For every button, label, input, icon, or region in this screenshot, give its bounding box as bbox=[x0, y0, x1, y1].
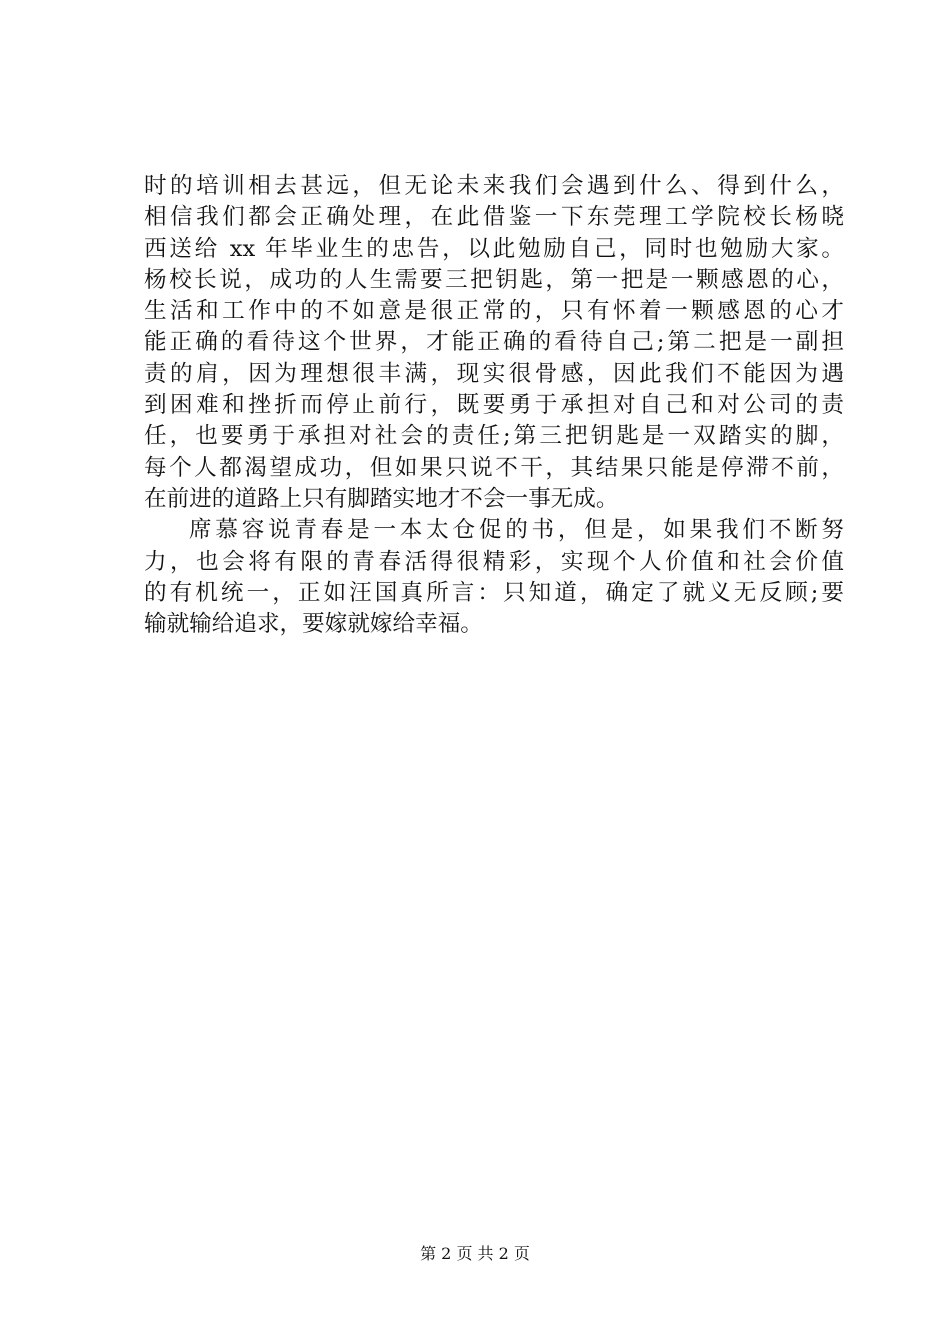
text-line: 席慕容说青春是一本太仓促的书，但是，如果我们不断努 bbox=[189, 517, 844, 544]
text-line: 时的培训相去甚远，但无论未来我们会遇到什么、得到什么， bbox=[144, 173, 844, 199]
text-line: 杨校长说，成功的人生需要三把钥匙，第一把是一颗感恩的心， bbox=[144, 266, 844, 293]
text-line: 西送给 xx 年毕业生的忠告，以此勉励自己，同时也勉励大家。 bbox=[144, 235, 844, 262]
text-line: 生活和工作中的不如意是很正常的，只有怀着一颗感恩的心才 bbox=[144, 298, 844, 325]
text-line: 任，也要勇于承担对社会的责任;第三把钥匙是一双踏实的脚， bbox=[144, 423, 844, 450]
text-line: 输就输给追求，要嫁就嫁给幸福。 bbox=[144, 611, 483, 638]
text-line: 责的肩，因为理想很丰满，现实很骨感，因此我们不能因为遇 bbox=[144, 360, 844, 387]
text-line: 到困难和挫折而停止前行，既要勇于承担对自己和对公司的责 bbox=[144, 392, 844, 419]
text-line: 力，也会将有限的青春活得很精彩，实现个人价值和社会价值 bbox=[144, 548, 844, 575]
text-line: 能正确的看待这个世界，才能正确的看待自己;第二把是一副担 bbox=[144, 329, 844, 356]
text-line: 相信我们都会正确处理，在此借鉴一下东莞理工学院校长杨晓 bbox=[144, 204, 844, 231]
text-line: 在前进的道路上只有脚踏实地才不会一事无成。 bbox=[144, 485, 619, 512]
text-line: 每个人都渴望成功，但如果只说不干，其结果只能是停滞不前， bbox=[144, 454, 844, 481]
body-text bbox=[144, 171, 844, 640]
text-line: 的有机统一，正如汪国真所言：只知道，确定了就义无反顾;要 bbox=[144, 579, 844, 606]
page-number-footer: 第 2 页 共 2 页 bbox=[420, 1244, 530, 1263]
